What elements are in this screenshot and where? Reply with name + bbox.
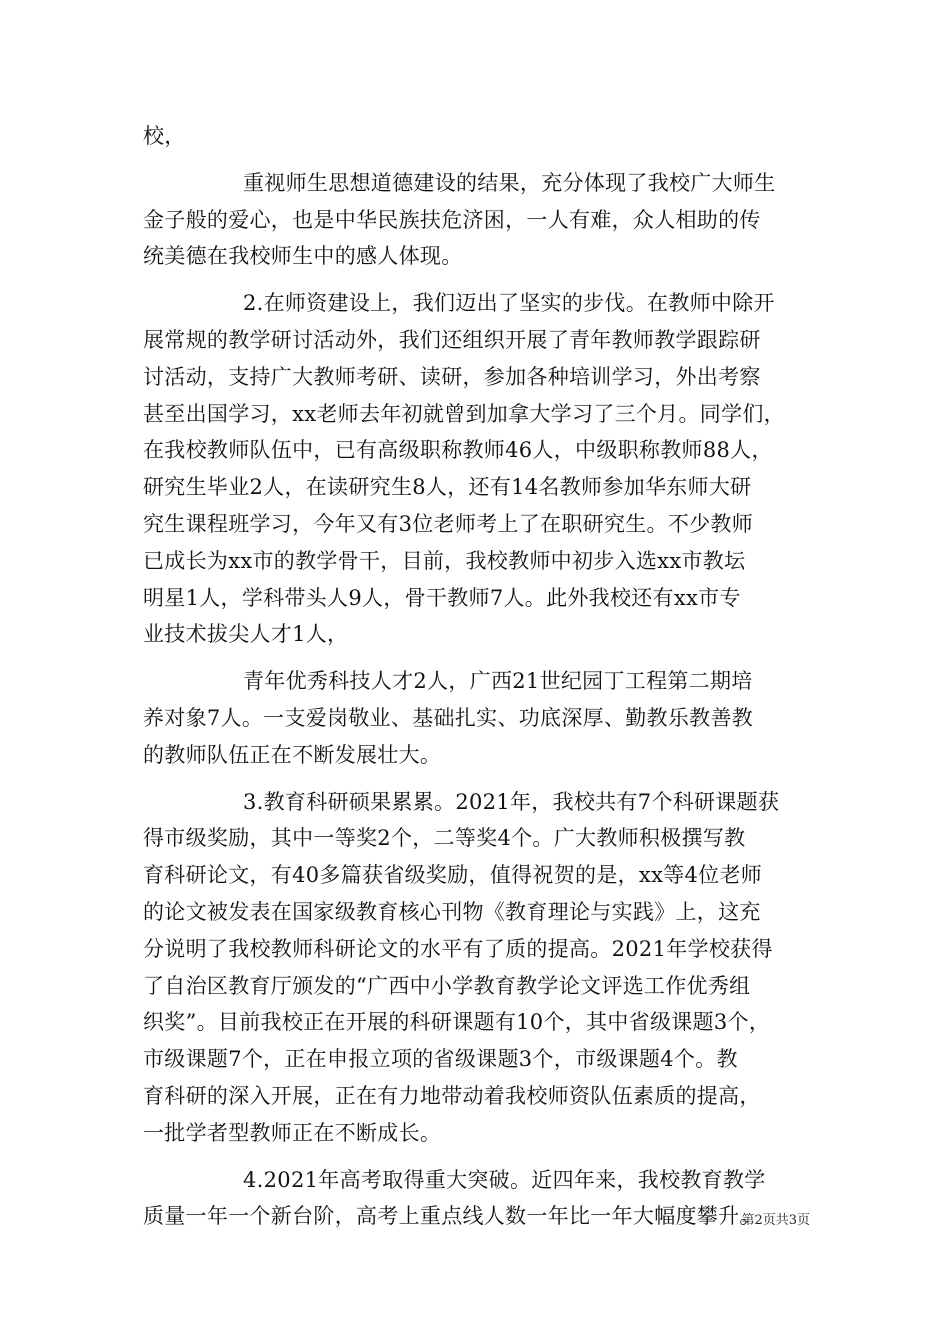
text-line: 统美德在我校师生中的感人体现。: [143, 244, 463, 269]
text-line: 质量一年一个新台阶，高考上重点线人数一年比一年大幅度攀升。: [143, 1204, 761, 1229]
text-line: 了自治区教育厅颁发的“广西中小学教育教学论文评选工作优秀组: [143, 973, 751, 998]
text-line: 在我校教师队伍中，已有高级职称教师46人，中级职称教师88人，: [143, 438, 773, 463]
text-line: 已成长为xx市的教学骨干，目前，我校教师中初步入选xx市教坛: [143, 548, 746, 573]
text-line: 业技术拔尖人才1人，: [143, 622, 349, 647]
text-line: 金子般的爱心，也是中华民族扶危济困，一人有难，众人相助的传: [143, 207, 761, 232]
text-line: 展常规的教学研讨活动外，我们还组织开展了青年教师教学跟踪研: [143, 327, 761, 352]
paragraph-4: [143, 663, 823, 773]
text-line: 校，: [143, 124, 186, 148]
text-line: 得市级奖励，其中一等奖2个，二等奖4个。广大教师积极撰写教: [143, 826, 746, 851]
text-line: 青年优秀科技人才2人，广西21世纪园丁工程第二期培: [243, 669, 753, 694]
text-line: 2.在师资建设上，我们迈出了坚实的步伐。在教师中除开: [243, 291, 775, 316]
text-line: 4.2021年高考取得重大突破。近四年来，我校教育教学: [243, 1167, 766, 1192]
paragraph-3: [143, 285, 823, 653]
text-line: 讨活动，支持广大教师考研、读研，参加各种培训学习，外出考察: [143, 364, 761, 389]
paragraph-5: [143, 784, 823, 1152]
text-line: 研究生毕业2人，在读研究生8人，还有14名教师参加华东师大研: [143, 475, 752, 500]
text-line: 育科研的深入开展，正在有力地带动着我校师资队伍素质的提高，: [143, 1083, 761, 1108]
text-line: 明星1人，学科带头人9人，骨干教师7人。此外我校还有xx市专: [143, 585, 741, 610]
text-line: 育科研论文，有40多篇获省级奖励，值得祝贺的是，xx等4位老师: [143, 863, 763, 888]
page-number: 第2页共3页: [741, 1213, 810, 1228]
text-line: 养对象7人。一支爱岗敬业、基础扎实、功底深厚、勤教乐教善教: [143, 705, 754, 730]
text-line: 的论文被发表在国家级教育核心刊物《教育理论与实践》上，这充: [143, 899, 761, 924]
paragraph-1: [143, 118, 823, 155]
document-body: [143, 118, 823, 1245]
text-line: 重视师生思想道德建设的结果，充分体现了我校广大师生: [243, 170, 776, 195]
text-line: 市级课题7个，正在申报立项的省级课题3个，市级课题4个。教: [143, 1047, 738, 1072]
paragraph-2: [143, 165, 823, 275]
text-line: 究生课程班学习，今年又有3位老师考上了在职研究生。不少教师: [143, 511, 754, 536]
text-line: 一批学者型教师正在不断成长。: [143, 1120, 442, 1145]
text-line: 的教师队伍正在不断发展壮大。: [143, 742, 442, 767]
text-line: 织奖”。目前我校正在开展的科研课题有10个，其中省级课题3个，: [143, 1010, 771, 1035]
text-line: 分说明了我校教师科研论文的水平有了质的提高。2021年学校获得: [143, 936, 773, 961]
text-line: 甚至出国学习，xx老师去年初就曾到加拿大学习了三个月。同学们，: [143, 401, 785, 426]
text-line: 3.教育科研硕果累累。2021年，我校共有7个科研课题获: [243, 789, 780, 814]
